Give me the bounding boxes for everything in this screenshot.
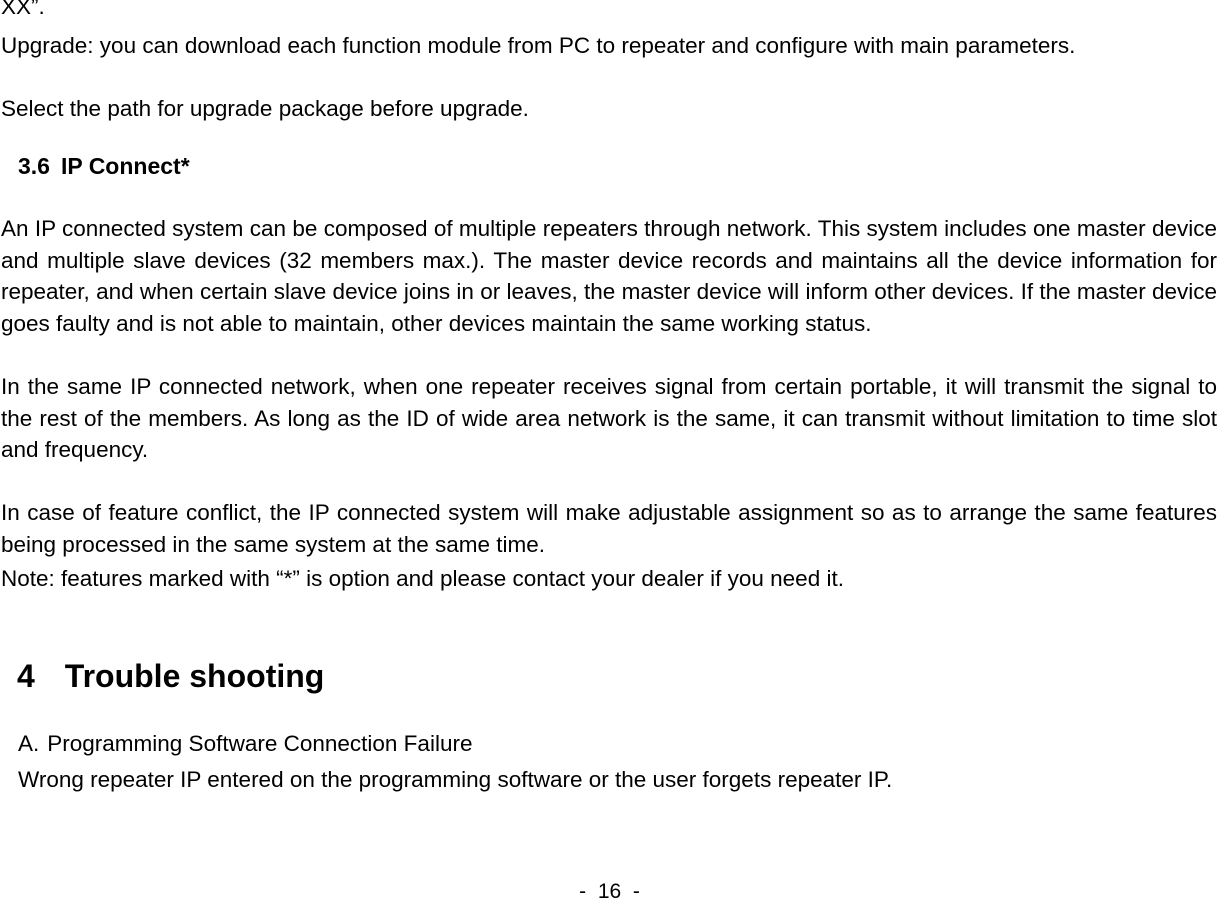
intro-fragment: XX”. bbox=[1, 0, 45, 19]
upgrade-path-paragraph: Select the path for upgrade package before upgrade. bbox=[1, 96, 529, 121]
item-a-label: A. bbox=[18, 731, 40, 756]
chapter-number: 4 bbox=[17, 658, 35, 694]
chapter-heading-4 bbox=[17, 658, 324, 695]
item-a-text: Wrong repeater IP entered on the programming software or the user forgets repeater IP. bbox=[18, 767, 893, 792]
ip-connect-paragraph-3: In case of feature conflict, the IP connected system will make adjustable assignment so as to arrange the same features being processed in the same system at the same time. bbox=[1, 500, 1217, 557]
section-title: IP Connect* bbox=[60, 153, 190, 179]
ip-connect-note: Note: features marked with “*” is option and please contact your dealer if you need it. bbox=[1, 566, 844, 591]
item-a-title: Programming Software Connection Failure bbox=[47, 731, 473, 756]
upgrade-paragraph: Upgrade: you can download each function module from PC to repeater and configure with main parameters. bbox=[1, 33, 1076, 58]
page-number: - 16 - bbox=[579, 880, 640, 903]
section-heading-3-6 bbox=[18, 153, 190, 180]
item-a-heading bbox=[18, 731, 472, 757]
chapter-title: Trouble shooting bbox=[64, 658, 325, 694]
ip-connect-paragraph-2: In the same IP connected network, when one repeater receives signal from certain portable, it will transmit the signal to the rest of the members. As long as the ID of wide area network is the same, it can transmit without limitation to time slot and frequency. bbox=[1, 374, 1217, 463]
ip-connect-paragraph-1: An IP connected system can be composed of multiple repeaters through network. This system includes one master device and multiple slave devices (32 members max.). The master device records and maintains all the device information for repeater, and when certain slave device joins in or leaves, the master device will inform other devices. If the master device goes faulty and is not able to maintain, other devices maintain the same working status. bbox=[1, 216, 1217, 336]
section-number: 3.6 bbox=[18, 153, 50, 179]
